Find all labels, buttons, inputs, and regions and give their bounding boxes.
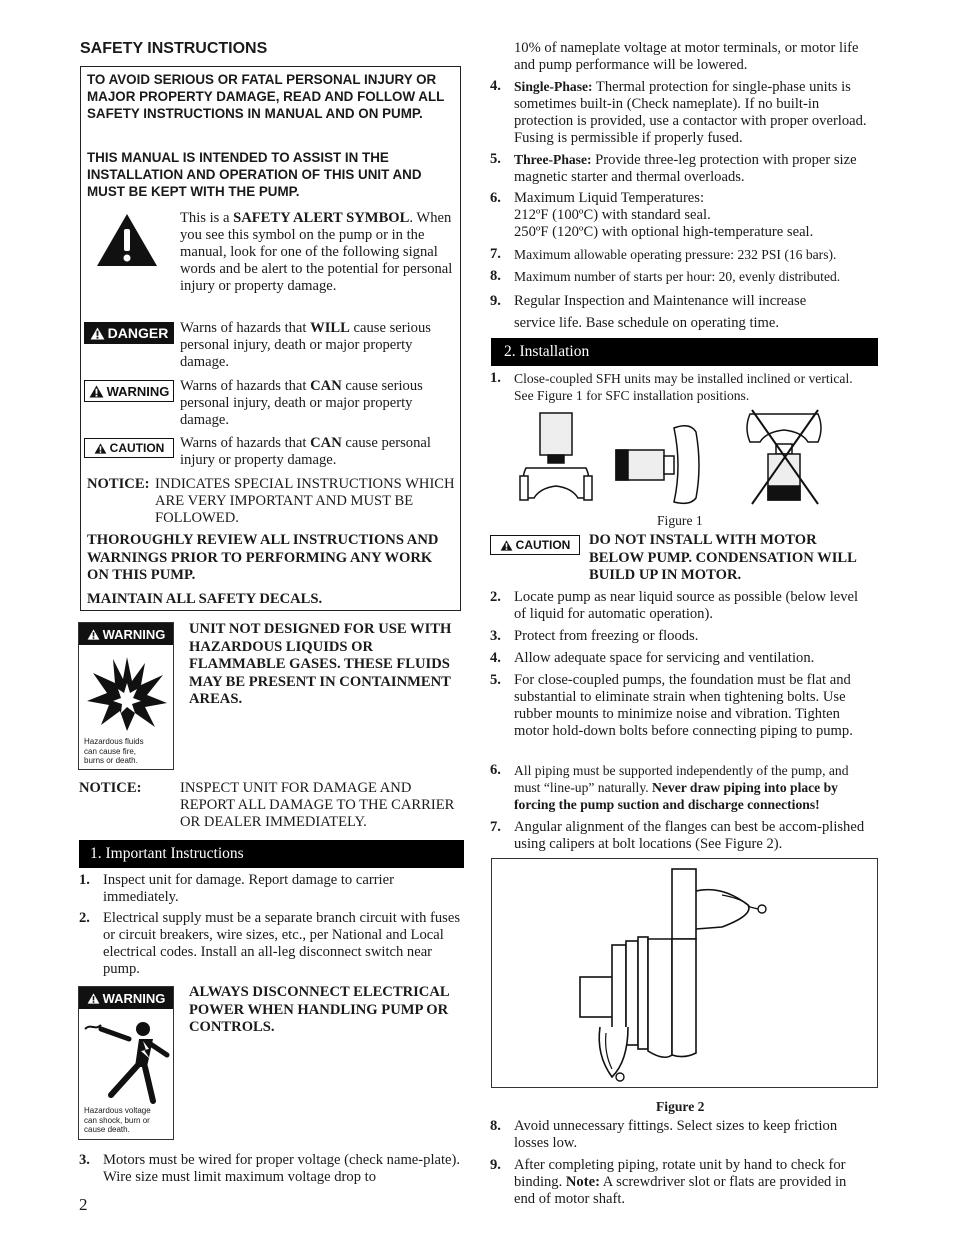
- page-title: SAFETY INSTRUCTIONS: [80, 40, 268, 57]
- list-item: 1. Close-coupled SFH units may be installed inclined or vertical. See Figure 1 for SFC installation positions.: [490, 370, 853, 403]
- list-item: 8. Maximum number of starts per hour: 20, evenly distributed.: [490, 268, 841, 284]
- list-item: 9. Regular Inspection and Maintenance will increase service life. Base schedule on operating time.: [490, 293, 807, 331]
- warning-text: Warns of hazards that CAN cause serious personal injury, death or major property damage.: [180, 378, 423, 428]
- list-item: 2. Electrical supply must be a separate branch circuit with fuses or circuit breakers, wire sizes, etc., per National and Local electrical codes. Install an all-leg disconnect switch near pump.: [79, 910, 461, 977]
- warning-badge: WARNING: [79, 987, 173, 1009]
- alert-triangle-icon: [90, 327, 105, 340]
- notice-text: INDICATES SPECIAL INSTRUCTIONS WHICH ARE VERY IMPORTANT AND MUST BE FOLLOWED.: [155, 476, 455, 526]
- list-item: 7. Maximum allowable operating pressure: 232 PSI (16 bars).: [490, 246, 837, 262]
- list-item-continued: 10% of nameplate voltage at motor terminals, or motor life and pump performance will be lowered.: [514, 40, 859, 73]
- danger-badge: DANGER: [84, 322, 174, 344]
- electrical-caption: Hazardous voltage can shock, burn or cause death.: [84, 1106, 151, 1134]
- alert-triangle-icon: [500, 540, 513, 551]
- alert-triangle-icon: [89, 385, 104, 398]
- list-item: 3. Protect from freezing or floods.: [490, 628, 699, 644]
- section-1-header: 1. Important Instructions: [79, 840, 464, 868]
- figure-2-frame: [491, 858, 878, 1088]
- figure-1-pump-positions: [512, 408, 832, 508]
- alert-triangle-icon: [87, 629, 100, 640]
- caution-text: Warns of hazards that CAN cause personal injury or property damage.: [180, 435, 431, 468]
- alert-triangle-icon: [94, 443, 107, 454]
- list-item: 5. For close-coupled pumps, the foundation must be flat and substantial to eliminate strain when tightening bolts. Use rubber mounts to minimize noise and vibration. Tighten motor hold-down bolts before connecting piping to pump.: [490, 672, 853, 739]
- caution-badge: CAUTION: [84, 438, 174, 458]
- safety-alert-symbol-icon: [95, 212, 159, 268]
- list-item: 5. Three-Phase: Provide three-leg protection with proper size magnetic starter and thermal overloads.: [490, 151, 857, 185]
- warning-badge: WARNING: [79, 623, 173, 645]
- inspect-notice-label: NOTICE:: [79, 780, 142, 796]
- list-item: 9. After completing piping, rotate unit by hand to check for binding. Note: A screwdriver slot or flats are provided in end of motor shaft.: [490, 1157, 847, 1207]
- figure-2-caption: Figure 2: [656, 1099, 705, 1114]
- electrical-warning-text: ALWAYS DISCONNECT ELECTRICAL POWER WHEN HANDLING PUMP OR CONTROLS.: [189, 984, 449, 1035]
- list-item: 2. Locate pump as near liquid source as possible (below level of liquid for automatic operation).: [490, 589, 859, 622]
- alert-triangle-icon: [87, 993, 100, 1004]
- safety-para-1: TO AVOID SERIOUS OR FATAL PERSONAL INJURY OR MAJOR PROPERTY DAMAGE, READ AND FOLLOW ALL SAFETY INSTRUCTIONS IN MANUAL AND ON PUMP.: [87, 72, 445, 121]
- notice-label: NOTICE:: [87, 476, 150, 492]
- install-caution-text: DO NOT INSTALL WITH MOTOR BELOW PUMP. CONDENSATION WILL BUILD UP IN MOTOR.: [589, 532, 857, 583]
- figure-1-caption: Figure 1: [657, 513, 703, 528]
- list-item: 3. Motors must be wired for proper voltage (check name-plate). Wire size must limit maximum voltage drop to: [79, 1152, 461, 1185]
- review-text: THOROUGHLY REVIEW ALL INSTRUCTIONS AND WARNINGS PRIOR TO PERFORMING ANY WORK ON THIS PUMP.: [87, 532, 439, 583]
- flammable-caption: Hazardous fluids can cause fire, burns or death.: [84, 737, 144, 765]
- alert-symbol-text: This is a SAFETY ALERT SYMBOL. When you see this symbol on the pump or in the manual, look for one of the following signal words and be alert to the potential for personal injury or property damage.: [180, 210, 453, 294]
- list-item: 7. Angular alignment of the flanges can best be accom-plished using calipers at bolt locations (See Figure 2).: [490, 819, 865, 852]
- list-item: 1. Inspect unit for damage. Report damage to carrier immediately.: [79, 872, 394, 905]
- warning-badge: WARNING: [84, 380, 174, 402]
- maintain-text: MAINTAIN ALL SAFETY DECALS.: [87, 591, 323, 607]
- figure-2-caliper-alignment: [572, 865, 792, 1083]
- page-number: 2: [79, 1195, 88, 1214]
- list-item: 6. Maximum Liquid Temperatures: 212ºF (100ºC) with standard seal. 250ºF (120ºC) with optional high-temperature seal.: [490, 190, 814, 240]
- electrical-hazard-label: [78, 986, 174, 1140]
- danger-text: Warns of hazards that WILL cause serious personal injury, death or major property damage.: [180, 320, 431, 370]
- list-item: 8. Avoid unnecessary fittings. Select sizes to keep friction losses low.: [490, 1118, 838, 1151]
- section-2-header: 2. Installation: [491, 338, 878, 366]
- caution-badge: CAUTION: [490, 535, 580, 555]
- list-item: 6. All piping must be supported independently of the pump, and must “line-up” naturally. Never draw piping into place by forcing the pump suction and discharge connections!: [490, 762, 849, 812]
- flammable-hazard-label: [78, 622, 174, 770]
- list-item: 4. Single-Phase: Thermal protection for single-phase units is sometimes built-in (Check nameplate). If no built-in protection is provided, use a contactor with proper overload. Fusing is permissible if properly fused.: [490, 78, 867, 146]
- electric-shock-icon: [83, 1015, 171, 1105]
- inspect-notice-text: INSPECT UNIT FOR DAMAGE AND REPORT ALL DAMAGE TO THE CARRIER OR DEALER IMMEDIATELY.: [180, 780, 455, 830]
- list-item: 4. Allow adequate space for servicing and ventilation.: [490, 650, 815, 666]
- safety-para-2: THIS MANUAL IS INTENDED TO ASSIST IN THE INSTALLATION AND OPERATION OF THIS UNIT AND MUST BE KEPT WITH THE PUMP.: [87, 150, 422, 199]
- explosion-icon: [85, 653, 169, 733]
- flammable-warning-text: UNIT NOT DESIGNED FOR USE WITH HAZARDOUS LIQUIDS OR FLAMMABLE GASES. THESE FLUIDS MAY BE PRESENT IN CONTAINMENT AREAS.: [189, 621, 452, 707]
